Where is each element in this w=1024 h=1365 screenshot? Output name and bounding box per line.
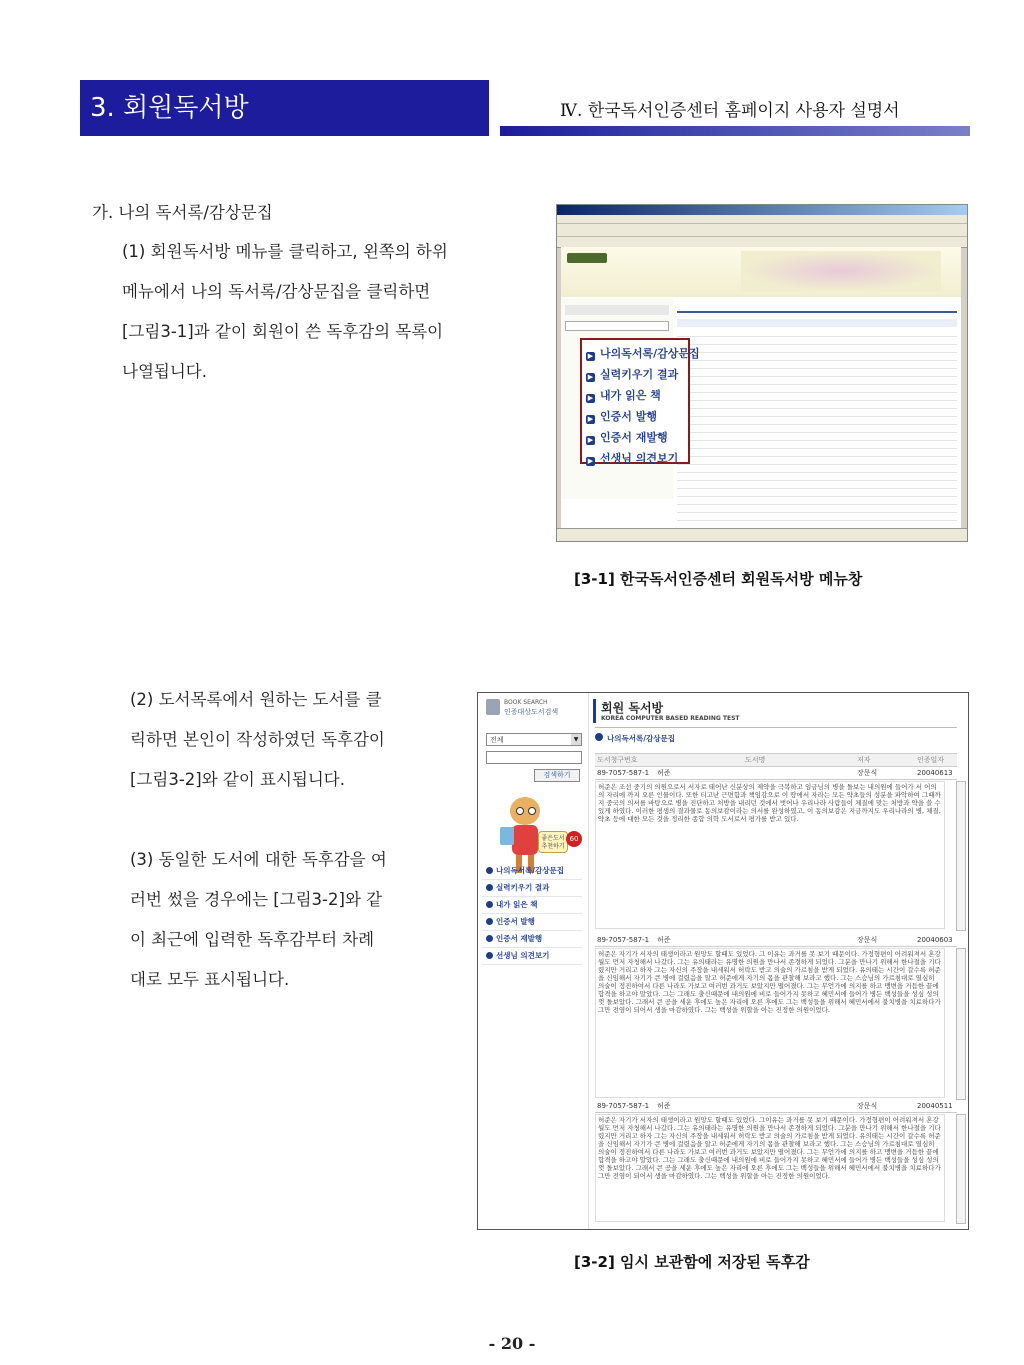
paragraph-1-line: [그림3-1]과 같이 회원이 쓴 독후감의 목록이 [122,322,444,341]
paragraph-2-line: 릭하면 본인이 작성하였던 독후감이 [130,730,385,749]
browser-toolbar [557,224,967,237]
menu-item-books-read[interactable]: ▶ 내가 읽은 책 [587,389,661,402]
column-call-number: 도서청구번호 [597,756,638,764]
search-button[interactable]: 검색하기 [534,769,580,782]
arrow-icon: ▶ [587,415,594,423]
menu-item-reading-log[interactable]: ▶ 나의독서록/감상문집 [587,347,700,360]
left-menu-issue-certificate[interactable]: 인증서 발행 [482,914,582,931]
book-search-label: BOOK SEARCH [504,699,548,706]
figure-1-caption: [3-1] 한국독서인증센터 회원독서방 메뉴창 [574,570,863,588]
table-row[interactable]: 89-7057-587-1 허준 장문식 20040613 [595,767,957,780]
column-title: 도서명 [745,756,766,764]
breadcrumb: 나의독서록/감상문집 [607,734,675,743]
figure-2-left-menu [482,863,582,965]
paragraph-1 [122,232,448,392]
section-title: 3. 회원독서방 [80,80,489,136]
table-row[interactable]: 89-7057-587-1 허준 장문식 20040603 [595,934,957,947]
scrollbar[interactable] [956,948,966,1100]
chevron-down-icon: ▼ [571,734,581,745]
badge-60-icon: 60 [566,831,582,847]
table-row[interactable]: 89-7057-587-1 허준 장문식 20040511 [595,1100,957,1113]
paragraph-3-line: 대로 모두 표시됩니다. [130,970,290,989]
figure-2-screenshot [477,692,969,1230]
menu-item-skill-results[interactable]: ▶ 실력키우기 결과 [587,368,679,381]
left-menu-books-read[interactable]: 내가 읽은 책 [482,897,582,914]
page-title: 회원 독서방 [601,701,664,715]
menu-item-reissue-certificate[interactable]: ▶ 인증서 재발행 [587,431,668,444]
paragraph-3 [130,840,387,1000]
paragraph-1-line: 메뉴에서 나의 독서록/감상문집을 클릭하면 [122,282,431,301]
review-text: 허준은 자기가 서자의 태생이라고 원망도 할때도 있었다. 그 이유는 과거를 못 보기 때문이다. 가정형편이 어려워져서 혼강월도 먼저 자청해서 나갔다. 그는 유의태라는 유명한 의원을 만나서 존경하게 되었다. 그분을 만나기 위해서 한나절을 기다렸지만 거리고 하자 그는 자신의 주장을 내세워서 허락도 받고 의술의 가르침을 받게 되었다. 유의태는 시간이 갈수록 허준을 신임해서 자기가 큰 병에 걸렸음을 알고 허준에게 자기의 몸을 관찰해 보라고 했다. 그는 스승님의 가르침대로 열심히 의술이 정진하여서 다른 나라도 가보고 여러번 과거도 보았지만 떨어졌다. 그는 무언가에 의지를 하고 맹변을 거듭한 끝에 합격을 하고야 말았다. 그는 그래도 출신때문에 내의원에 비로 들어가지 못하고 혜민서에 들어가 병든 백성들을 성심 성의껏 돌보았다. 그래서 큰 공을 세운 후에도 높은 자리에 오른 후에도 그는 백성들을 위해서 혜민서에서 불치병을 치료하다가 그만 전염이 되어서 생을 마감하였다. 그는 백성을 위할을 아는 진정한 의원이었다. [595,948,945,1098]
paragraph-1-line: 나열됩니다. [122,362,207,381]
column-date: 인증일자 [917,756,945,764]
menu-item-teacher-comments[interactable]: ▶ 선생님 의견보기 [587,452,679,465]
arrow-icon: ▶ [587,436,594,444]
table-header [595,753,957,767]
arrow-icon: ▶ [587,352,594,360]
paragraph-3-line: 이 최근에 입력한 독후감부터 차례 [130,930,375,949]
left-menu-reissue-certificate[interactable]: 인증서 재발행 [482,931,582,948]
category-select[interactable]: 전체 ▼ [486,733,582,746]
paragraph-2 [130,680,385,800]
breadcrumb-bullet-icon [595,733,603,741]
site-banner [561,247,961,297]
document-subtitle: Ⅳ. 한국독서인증센터 홈페이지 사용자 설명서 [560,101,900,121]
paragraph-2-line: (2) 도서목록에서 원하는 도서를 클 [130,690,382,709]
scrollbar[interactable] [956,1114,966,1224]
book-icon [486,699,500,715]
header-underline-bar [500,126,970,136]
menu-item-issue-certificate[interactable]: ▶ 인증서 발행 [587,410,657,423]
left-menu-skill-results[interactable]: 실력키우기 결과 [482,880,582,897]
column-author: 저자 [857,756,871,764]
arrow-icon: ▶ [587,457,594,465]
subsection-heading: 가. 나의 독서록/감상문집 [92,203,273,222]
review-text: 허준은 자기가 서자의 태생이라고 원망도 할때도 있었다. 그이유는 과거를 못 보기 때문이다. 가정형편이 어려워져서 혼강월도 먼저 자청해서 나갔다. 그는 유의태라는 유명한 의원을 만나서 존경하게 되었다. 그분을 만나기 위해서 한나절을 기다렸지만 거리고 하자 그는 자신의 주장을 내세워서 허락도 받고 의술의 가르침을 받게 되었다. 유의태는 시간이 갈수록 허준을 신임해서 자기가 큰 병에 걸렸음을 알고 허준에게 자기의 몸을 관찰해 보라고 했다. 그는 스승님의 가르침대로 열심히 의술이 정진하여서 다른 나라도 가보고 여러번 과거도 보았지만 떨어졌다. 그는 무언가에 의지를 하고 맹변을 거듭한 끝에 합격을 하고야 말았다. 그는 그래도 출신때문에 내의원에 비로 들어가지 못하고 혜민서에 들어가 병든 백성들을 성심 성의껏 돌보았다. 그래서 큰 공을 세운 후에도 높은 자리에 오른 후에도 그는 백성들을 위해서 혜민서에서 불치병을 치료하다가 그만 전염이 되어서 생을 마감하였다. 그는 백성을 위할을 아는 진정한 의원이었다. [595,1114,945,1222]
search-input[interactable] [486,751,582,764]
left-menu-reading-log[interactable]: 나의독서록/감상문집 [482,863,582,880]
paragraph-3-line: 러번 썼을 경우에는 [그림3-2]와 같 [130,890,383,909]
figure-2-main-panel [589,693,968,1229]
paragraph-1-line: (1) 회원독서방 메뉴를 클릭하고, 왼쪽의 하위 [122,242,448,261]
figure-2-caption: [3-2] 임시 보관함에 저장된 독후감 [574,1253,810,1271]
figure-2-left-panel [478,693,589,1229]
page-number: - 20 - [488,1334,536,1353]
scrollbar[interactable] [956,781,966,931]
page-title-english: KOREA COMPUTER BASED READING TEST [601,715,740,722]
arrow-icon: ▶ [587,394,594,402]
windows-taskbar [557,528,967,541]
paragraph-2-line: [그림3-2]와 같이 표시됩니다. [130,770,345,789]
site-book-list [677,299,957,519]
left-menu-teacher-comments[interactable]: 선생님 의견보기 [482,948,582,965]
book-search-sublabel: 인증대상도서검색 [504,708,559,716]
recommend-badge[interactable]: 좋은도서 추천하기 [538,831,568,853]
member-menu-zoom [580,338,700,465]
paragraph-3-line: (3) 동일한 도서에 대한 독후감을 여 [130,850,387,869]
browser-title-bar [557,205,967,215]
arrow-icon: ▶ [587,373,594,381]
review-text: 허준은 조선 중기의 의원으로서 서자로 태어난 신분상의 제약을 극복하고 임금님의 병을 돌보는 내의원에 들어가 서 어의의 자리에 까지 오른 인물이다. 또한 티고난 근면함과 책임감으로 이 땅에서 자라는 모든 약초들의 성분을 파악하여 그때까지 중국의 의서를 바탕으로 병을 진단하고 처방을 내리던 것에서 벗어나 우리나라 사람들이 체질에 맞는 처방과 약을 쓸 수 있게 하였다. 이러한 평생의 결과물로 동의보감이라는 의서를 완성하였고, 이 동의보감은 지금까지도 우리나라의 병, 체질, 약초 등에 대한 모든 것을 정리한 종합 의학 도서로서 평가를 받고 있다. [595,781,945,929]
browser-menu-bar [557,215,967,224]
